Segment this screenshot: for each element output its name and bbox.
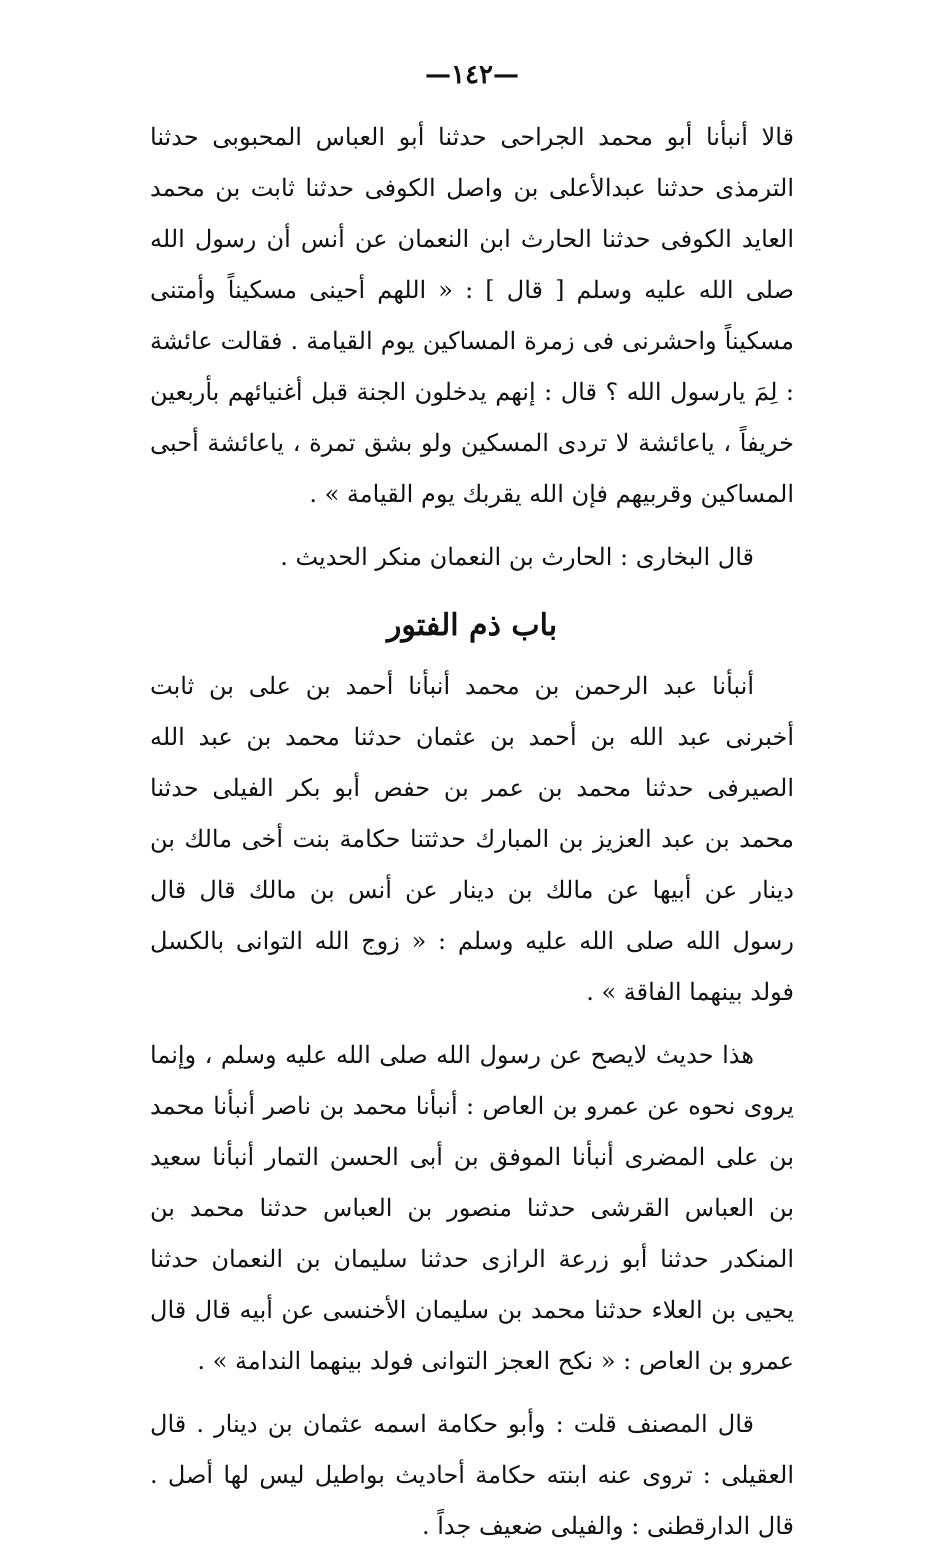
body-text-top <box>150 112 794 583</box>
paragraph-hadith-poor: قالا أنبأنا أبو محمد الجراحى حدثنا أبو العباس المحبوبى حدثنا الترمذى حدثنا عبدالأعلى بن واصل الكوفى حدثنا ثابت بن محمد العايد الكوفى حدثنا الحارث ابن النعمان عن أنس أن رسول الله صلى الله عليه وسلم [ قال ] : « اللهم أحينى مسكيناً وأمتنى مسكيناً واحشرنى فى زمرة المساكين يوم القيامة . فقالت عائشة : لِمَ يارسول الله ؟ قال : إنهم يدخلون الجنة قبل أغنيائهم بأربعين خريفاً ، ياعائشة لا تردى المسكين ولو بشق تمرة ، ياعائشة أحبى المساكين وقربيهم فإن الله يقربك يوم القيامة » . <box>150 123 794 508</box>
page-number: —١٤٢— <box>425 60 519 90</box>
paragraph-author-note: قال المصنف قلت : وأبو حكامة اسمه عثمان بن دينار . قال العقيلى : تروى عنه ابنته حكامة أحاديث بواطيل ليس لها أصل . قال الدارقطنى : والفيلى ضعيف جداً . <box>150 1410 794 1540</box>
section-heading: باب ذم الفتور <box>386 608 558 643</box>
body-text-bottom <box>150 661 794 1552</box>
paragraph-bukhari-note: قال البخارى : الحارث بن النعمان منكر الحديث . <box>280 543 754 571</box>
paragraph-amr-narration: هذا حديث لايصح عن رسول الله صلى الله عليه وسلم ، وإنما يروى نحوه عن عمرو بن العاص : أنبأنا محمد بن ناصر أنبأنا محمد بن على المضرى أنبأنا الموفق بن أبى الحسن التمار أنبأنا سعيد بن العباس القرشى حدثنا منصور بن العباس حدثنا محمد بن المنكدر حدثنا أبو زرعة الرازى حدثنا سليمان بن النعمان حدثنا يحيى بن العلاء حدثنا محمد بن سليمان الأخنسى عن أبيه قال قال عمرو بن العاص : « نكح العجز التوانى فولد بينهما الندامة » . <box>150 1041 795 1375</box>
paragraph-hadith-laziness: أنبأنا عبد الرحمن بن محمد أنبأنا أحمد بن على بن ثابت أخبرنى عبد الله بن أحمد بن عثمان حدثنا محمد بن عبد الله الصيرفى حدثنا محمد بن عمر بن حفص أبو بكر الفيلى حدثنا محمد بن عبد العزيز بن المبارك حدثتنا حكامة بنت أخى مالك بن دينار عن أبيها عن مالك بن دينار عن أنس بن مالك قال قال رسول الله صلى الله عليه وسلم : « زوج الله التوانى بالكسل فولد بينهما الفاقة » . <box>150 672 794 1006</box>
